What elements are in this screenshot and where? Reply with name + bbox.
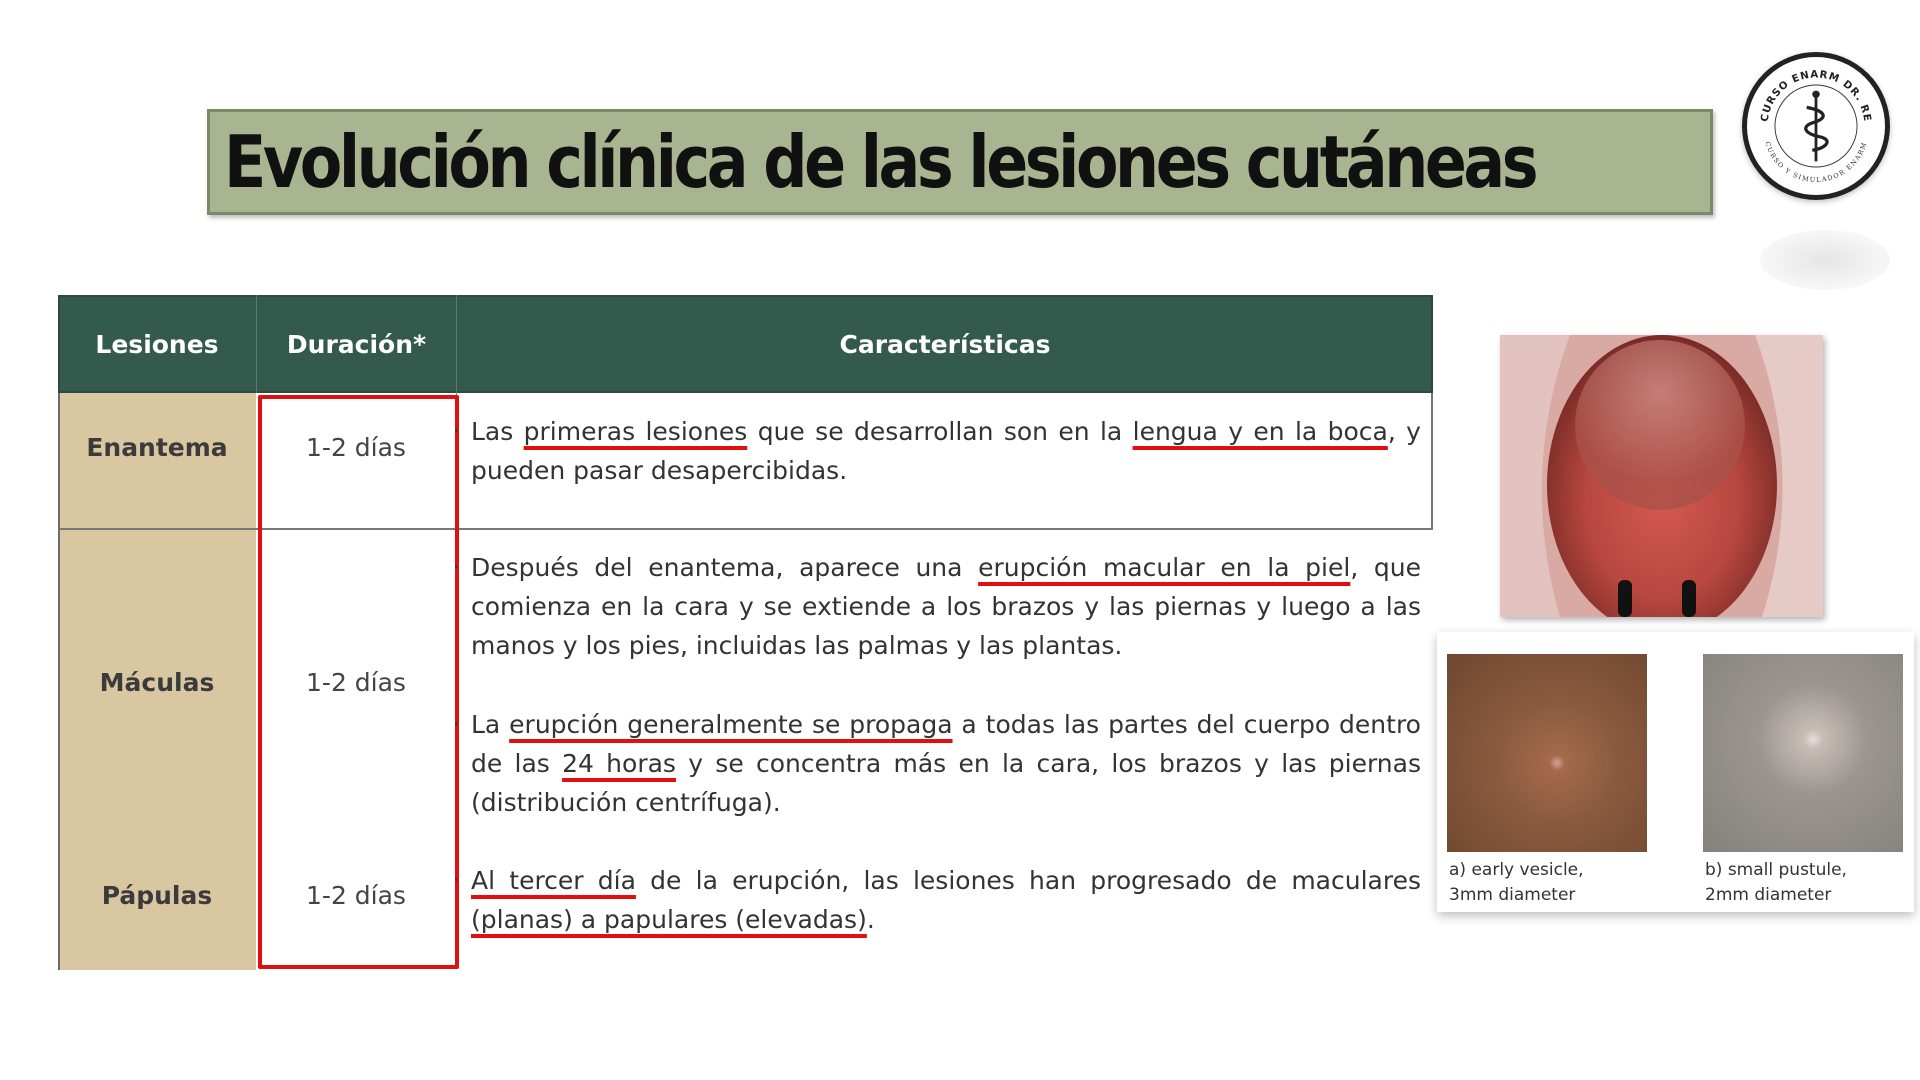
duration-papulas: 1-2 días <box>306 881 406 910</box>
lesion-enantema: Enantema <box>86 433 228 462</box>
bullet-maculas-2 <box>453 705 1421 822</box>
table-right-border <box>1431 393 1433 529</box>
text-segment: y se concentra más en la cara, los brazos y las piernas (distribución centrífuga). <box>471 749 1421 817</box>
early-vesicle-photo <box>1447 654 1647 852</box>
duration-highlight-box <box>258 395 459 969</box>
caption-early-vesicle: a) early vesicle, 3mm diameter <box>1449 860 1584 905</box>
bullet-dot-icon: · <box>453 712 460 736</box>
lesion-evolution-table <box>58 295 1433 970</box>
underlined-text: erupción macular en la piel <box>978 553 1351 582</box>
bullet-dot-icon: · <box>453 419 460 443</box>
text-segment: que se desarrollan son en la <box>747 417 1133 446</box>
underlined-text: 24 horas <box>562 749 676 778</box>
title-banner <box>207 109 1713 215</box>
logo-bottom-text: CURSO Y SIMULADOR ENARM <box>1763 140 1869 185</box>
header-duracion: Duración* <box>256 295 456 393</box>
duration-maculas: 1-2 días <box>306 668 406 697</box>
text-segment: La <box>471 710 510 739</box>
underlined-text: lengua y en la boca <box>1132 417 1388 446</box>
bullet-enantema <box>453 412 1421 490</box>
text-segment: . <box>866 905 875 934</box>
bullet-papulas <box>453 861 1421 939</box>
skin-lesion-photos <box>1437 632 1914 912</box>
text-segment: , que comienza en la cara y se extiende a los brazos y las piernas y luego a las manos y los pies, incluidas las palmas y las plantas. <box>471 553 1421 660</box>
lesion-maculas: Máculas <box>99 668 215 697</box>
underlined-text: erupción generalmente se propaga <box>509 710 953 739</box>
course-logo <box>1742 52 1890 200</box>
enantema-photo <box>1500 335 1823 617</box>
text-segment: Después del enantema, aparece una <box>471 553 979 582</box>
logo-shadow <box>1760 230 1890 290</box>
header-caracteristicas: Características <box>456 295 1433 393</box>
page-title: Evolución clínica de las lesiones cutáneas <box>224 120 1536 204</box>
bullet-dot-icon: · <box>453 868 460 892</box>
text-segment: a todas las partes del cuerpo dentro de las <box>471 710 1421 778</box>
header-lesiones: Lesiones <box>95 329 219 359</box>
bullet-maculas-1 <box>453 548 1421 665</box>
underlined-text: Al tercer día <box>471 866 636 895</box>
bullet-dot-icon: · <box>453 555 460 579</box>
text-segment: Las <box>471 417 524 446</box>
logo-top-text: CURSO ENARM DR. RE <box>1758 68 1874 123</box>
underlined-text: (planas) a papulares (elevadas) <box>471 905 867 934</box>
mouth-image <box>1500 335 1823 617</box>
caption-small-pustule: b) small pustule, 2mm diameter <box>1705 860 1847 905</box>
text-segment: de la erupción, las lesiones han progresado de maculares <box>635 866 1421 895</box>
duration-enantema: 1-2 días <box>306 433 406 462</box>
text-segment: , y pueden pasar desapercibidas. <box>471 417 1421 485</box>
caduceus-icon <box>1747 57 1885 195</box>
underlined-text: primeras lesiones <box>523 417 748 446</box>
lesion-papulas: Pápulas <box>101 881 213 910</box>
small-pustule-photo <box>1703 654 1903 852</box>
